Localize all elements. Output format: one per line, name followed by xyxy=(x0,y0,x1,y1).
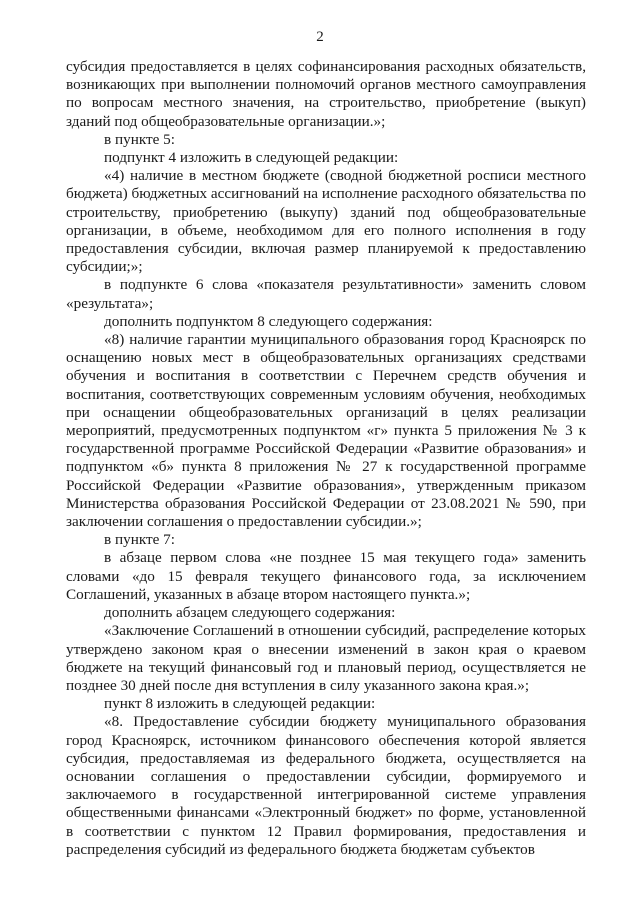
paragraph-point-8-intro: пункт 8 изложить в следующей редакции: xyxy=(104,695,376,713)
paragraph-point-7-first-change: в абзаце первом слова «не позднее 15 мая текущего года» заменить словами «до 15 февраля текущего финансового года, за исключением Соглашений, указанных в абзаце втором настоящего пункта.»; xyxy=(66,549,586,603)
paragraph-subpoint-4-intro: подпункт 4 изложить в следующей редакции: xyxy=(104,149,399,167)
paragraph-subsidy-purpose: субсидия предоставляется в целях софинансирования расходных обязательств, возникающих при выполнении полномочий органов местного самоуправления по вопросам местного значения, на строительство, приобретение (выкуп) зданий под общеобразовательные организации.»; xyxy=(66,58,586,130)
paragraph-point-7-added-text: «Заключение Соглашений в отношении субсидий, распределение которых утверждено законом края о внесении изменений в закон края о краевом бюджете на текущий финансовый год и плановый период, осуществляется не позднее 30 дней после дня вступления в силу указанного закона края.»; xyxy=(66,622,586,694)
paragraph-subpoint-6-change: в подпункте 6 слова «показателя результативности» заменить словом «результата»; xyxy=(66,276,586,312)
page-number: 2 xyxy=(316,29,324,45)
paragraph-point-8-text: «8. Предоставление субсидии бюджету муниципального образования город Красноярск, источником финансового обеспечения которой является субсидия, предоставляемая из федерального бюджета, осуществляется на основании соглашения о предоставлении субсидии, формируемого и заключаемого в государственной интегрированной системе управления общественными финансами «Электронный бюджет» по форме, установленной в соответствии с пунктом 12 Правил формирования, предоставления и распределения субсидий из федерального бюджета бюджетам субъектов xyxy=(66,713,586,858)
paragraph-subpoint-8-text: «8) наличие гарантии муниципального образования город Красноярск по оснащению новых мест в общеобразовательных организациях средствами обучения и воспитания в соответствии с Перечнем средств обучения и воспитания, соответствующих современным условиям обучения, необходимых при оснащении общеобразовательных организаций в целях реализации мероприятий, предусмотренных подпунктом «г» пункта 5 приложения № 3 к государственной программе Российской Федерации «Развитие образования» и подпунктом «б» пункта 8 приложения № 27 к государственной программе Российской Федерации «Развитие образования», утвержденным приказом Министерства образования Российской Федерации от 23.08.2021 № 590, при заключении соглашения о предоставлении субсидии.»; xyxy=(66,331,586,531)
paragraph-subpoint-4-text: «4) наличие в местном бюджете (сводной бюджетной росписи местного бюджета) бюджетных ассигнований на исполнение расходного обязательства по строительству, приобретению (выкупу) зданий под общеобразовательные организации, в объеме, необходимом для его полного исполнения в году предоставления субсидии, включая размер планируемой к предоставлению субсидии;»; xyxy=(66,167,586,276)
document-body xyxy=(66,58,586,859)
paragraph-subpoint-8-intro: дополнить подпунктом 8 следующего содержания: xyxy=(104,312,433,330)
paragraph-point-5-heading: в пункте 5: xyxy=(104,130,175,148)
paragraph-point-7-heading: в пункте 7: xyxy=(104,531,175,549)
paragraph-point-7-add-intro: дополнить абзацем следующего содержания: xyxy=(104,604,396,622)
